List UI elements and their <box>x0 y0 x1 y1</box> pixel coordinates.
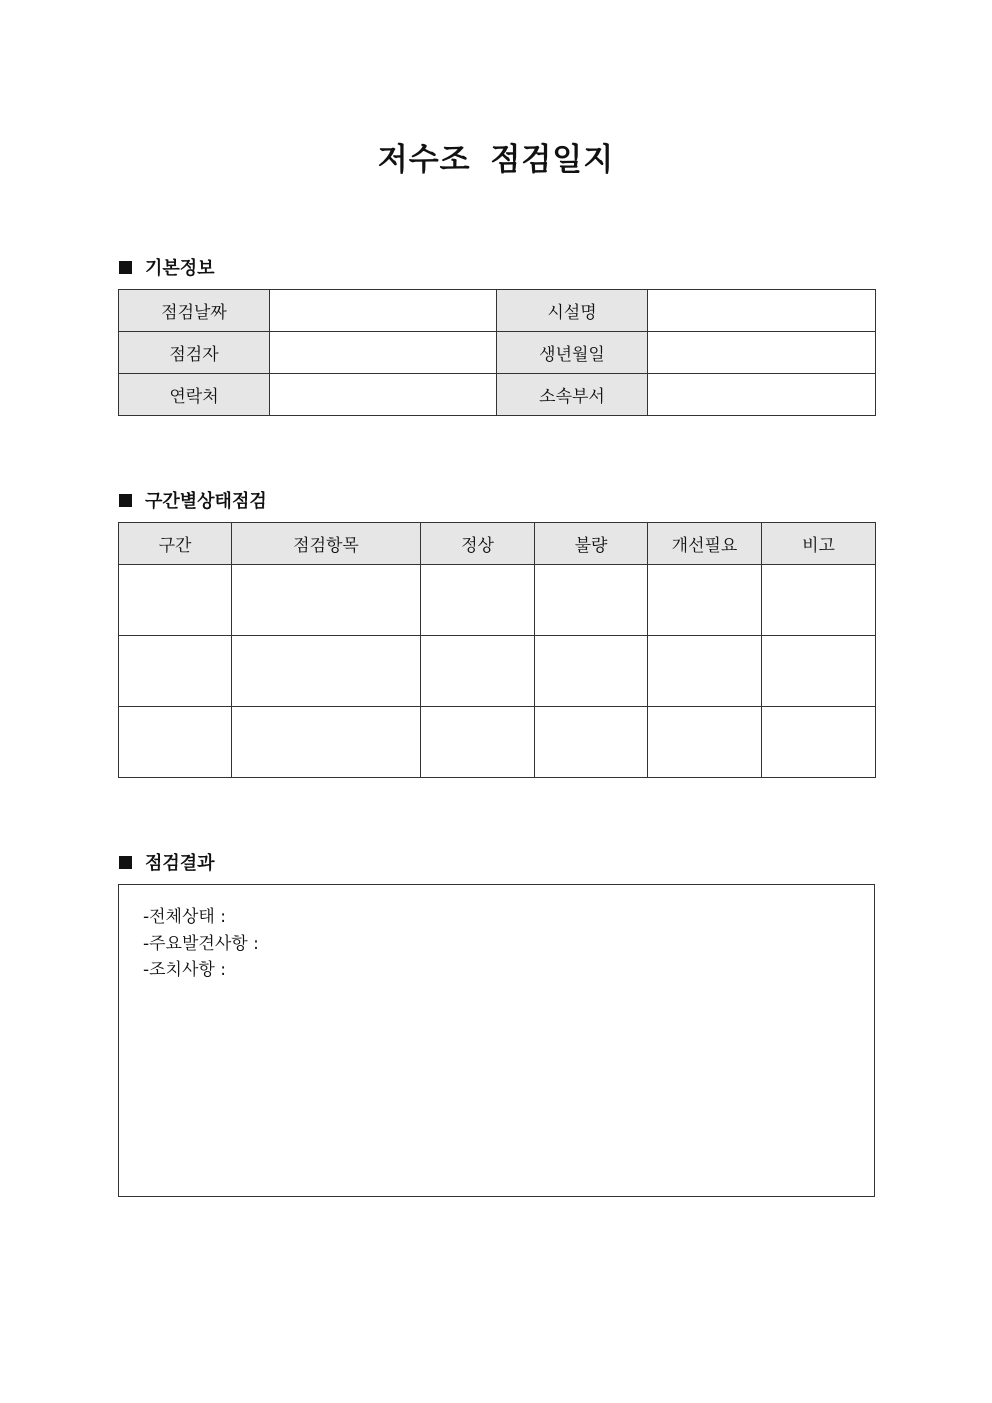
table-cell[interactable] <box>648 636 762 707</box>
table-row <box>119 565 876 636</box>
birthdate-field[interactable] <box>648 332 876 374</box>
table-cell[interactable] <box>535 707 648 778</box>
result-heading-label: 점검결과 <box>145 853 215 874</box>
label-cell: 시설명 <box>497 290 648 332</box>
square-bullet-icon <box>119 494 132 507</box>
table-cell[interactable] <box>119 707 232 778</box>
table-cell[interactable] <box>535 636 648 707</box>
table-cell[interactable] <box>421 636 535 707</box>
label-cell: 점검날짜 <box>119 290 270 332</box>
section-check-table <box>118 522 876 778</box>
table-cell[interactable] <box>232 707 421 778</box>
main-findings-line: -주요발견사항 : <box>143 933 259 954</box>
section-check-heading-label: 구간별상태점검 <box>145 491 267 512</box>
label-cell: 생년월일 <box>497 332 648 374</box>
table-cell[interactable] <box>535 565 648 636</box>
table-cell[interactable] <box>762 565 876 636</box>
table-cell[interactable] <box>421 565 535 636</box>
basic-info-heading-label: 기본정보 <box>145 258 215 279</box>
square-bullet-icon <box>119 261 132 274</box>
table-cell[interactable] <box>648 707 762 778</box>
square-bullet-icon <box>119 856 132 869</box>
label-cell: 소속부서 <box>497 374 648 416</box>
contact-field[interactable] <box>270 374 497 416</box>
table-cell[interactable] <box>232 636 421 707</box>
column-header: 불량 <box>535 523 648 565</box>
actions-taken-line: -조치사항 : <box>143 960 226 980</box>
column-header: 정상 <box>421 523 535 565</box>
department-field[interactable] <box>648 374 876 416</box>
basic-info-table <box>118 289 876 416</box>
table-cell[interactable] <box>762 636 876 707</box>
table-row <box>119 332 876 374</box>
label-cell: 점검자 <box>119 332 270 374</box>
table-cell[interactable] <box>648 565 762 636</box>
column-header: 점검항목 <box>232 523 421 565</box>
basic-info-heading <box>119 254 215 280</box>
table-row <box>119 374 876 416</box>
inspection-date-field[interactable] <box>270 290 497 332</box>
section-check-heading <box>119 487 267 513</box>
table-cell[interactable] <box>421 707 535 778</box>
facility-name-field[interactable] <box>648 290 876 332</box>
result-heading <box>119 849 215 875</box>
table-cell[interactable] <box>119 565 232 636</box>
label-cell: 연락처 <box>119 374 270 416</box>
result-lines <box>143 904 259 984</box>
table-row <box>119 290 876 332</box>
table-cell[interactable] <box>762 707 876 778</box>
table-row <box>119 707 876 778</box>
table-row <box>119 636 876 707</box>
overall-status-line: -전체상태 : <box>143 907 226 927</box>
table-cell[interactable] <box>119 636 232 707</box>
result-box[interactable] <box>118 884 875 1197</box>
column-header: 개선필요 <box>648 523 762 565</box>
column-header: 구간 <box>119 523 232 565</box>
document-title: 저수조 점검일지 <box>377 142 615 178</box>
table-cell[interactable] <box>232 565 421 636</box>
column-header: 비고 <box>762 523 876 565</box>
table-header-row <box>119 523 876 565</box>
inspector-field[interactable] <box>270 332 497 374</box>
